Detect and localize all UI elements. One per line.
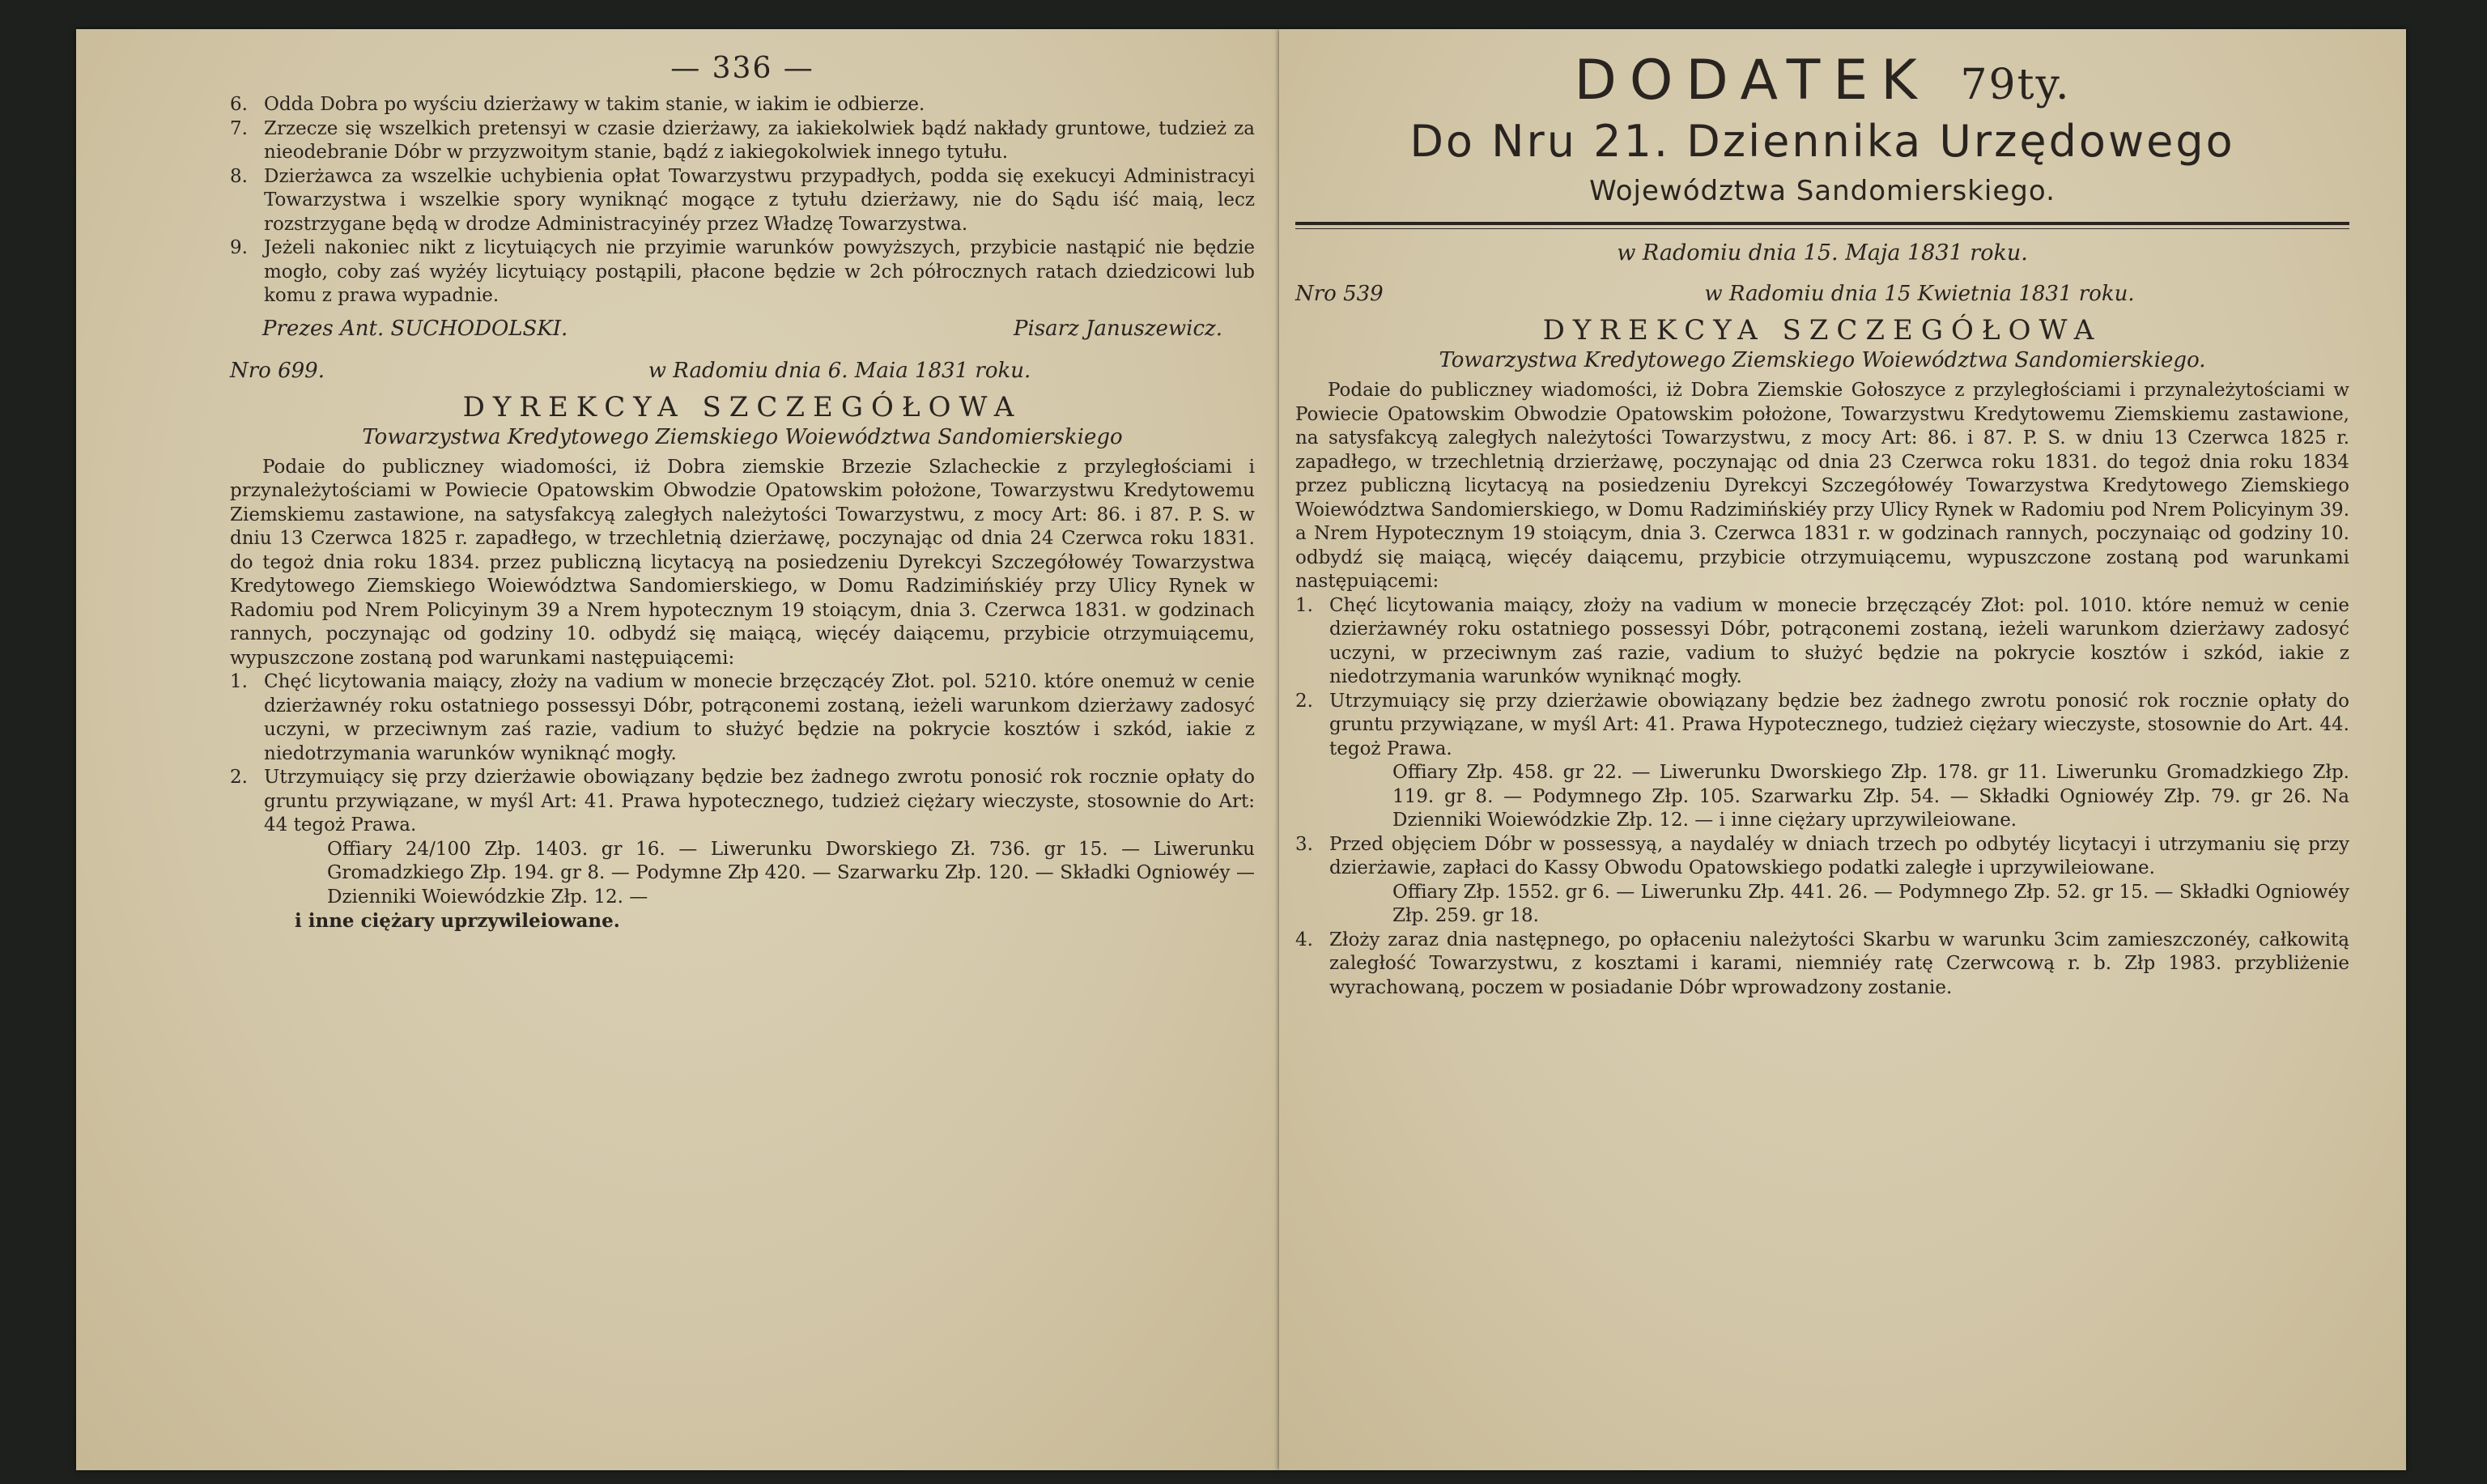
item-number: 2.	[230, 767, 248, 788]
notice-body: Podaie do publiczney wiadomości, iż Dobra Ziemskie Gołoszyce z przyległościami i przynależytościami w Powiecie Opatowskim Obwodzie Opatowskim położone, Towarzystwu Kredytowemu Ziemskiemu zastawione, na satysfakcyą zaległych należytości Towarzystwu, z mocy Art: 86. i 87. P. S. w dniu 13 Czerwca 1825 r. zapadłego, w trzechletnią drzierżawę, poczynając od dnia 23 Czerwca roku 1831. do tegoż dnia roku 1834 przez publiczną licytacyą na posiedzeniu Dyrekcyi Szczegółowéy Towarzystwa Kredytowego Ziemskiego Woiewództwa Sandomierskiego, w Domu Radzimińskiéy przy Ulicy Rynek w Radomiu pod Nrem Policyinym 39. a Nrem Hypotecznym 19 stoiącym, dnia 3. Czerwca 1831 r. w godzinach rannych, poczynaiąc od godziny 10. odbydź się maiącą, więcéy daiącemu, przybicie otrzymuiącemu, wypuszczone zostaną pod warunkami następuiącemi:	[1295, 380, 2349, 592]
item-text: Odda Dobra po wyściu dzierżawy w takim stanie, w iakim ie odbierze.	[264, 94, 925, 115]
society-heading: Towarzystwa Kredytowego Ziemskiego Woiewództwa Sandomierskiego	[362, 424, 1123, 449]
item-number: 1.	[230, 671, 248, 692]
notice-header	[230, 359, 1255, 383]
list-item	[230, 117, 1255, 165]
item-text: Utrzymuiący się przy dzierżawie obowiązany będzie bez żadnego zwrotu ponosić rok rocznie opłaty do gruntu przywiązane, w myśl Art: 41. Prawa hypotecznego, tudzież ciężary wieczyste, stosownie do Art: 44 tegoż Prawa.	[264, 767, 1255, 836]
notice-header	[1295, 282, 2349, 306]
directorate-heading: DYREKCYA SZCZEGÓŁOWA	[1542, 314, 2102, 347]
signature-president: Prezes Ant. SUCHODOLSKI.	[262, 316, 568, 341]
signature-secretary: Pisarz Januszewicz.	[1014, 316, 1222, 341]
notice-date: w Radomiu dnia 6. Maia 1831 roku.	[648, 358, 1031, 383]
left-items-top	[230, 93, 1255, 308]
item-number: 7.	[230, 117, 248, 139]
item-number: 4.	[1295, 929, 1313, 950]
item-text: Chęć licytowania maiący, złoży na vadium w monecie brzęczącéy Złot. pol. 5210. które onemuż w cenie dzierżawnéy roku ostatniego possessyi Dóbr, potrąconemi zostaną, ieżeli warunkom dzierżawy zadosyć uczyni, w przeciwnym zaś razie, vadium to służyć będzie na pokrycie kosztów i szkód, iakie z niedotrzymania warunków wyniknąć mogły.	[264, 671, 1255, 764]
society-heading: Towarzystwa Kredytowego Ziemskiego Woiewództwa Sandomierskiego.	[1439, 348, 2206, 372]
item-number: 8.	[230, 165, 248, 187]
left-column	[230, 52, 1255, 933]
list-item	[230, 93, 1255, 117]
page-number: — 336 —	[670, 52, 814, 85]
notice-number: Nro 699.	[230, 358, 325, 383]
list-item	[230, 766, 1255, 838]
item-number: 6.	[230, 94, 248, 115]
list-item	[230, 670, 1255, 766]
item-number: 1.	[1295, 594, 1313, 616]
notice-number: Nro 539	[1295, 282, 1384, 306]
list-item	[230, 165, 1255, 237]
charges-list: Offiary 24/100 Złp. 1403. gr 16. — Liwerunku Dworskiego Zł. 736. gr 15. — Liwerunku Gromadzkiego Złp. 194. gr 8. — Podymne Złp 420. — Szarwarku Złp. 120. — Składki Ogniowéy — Dzienniki Woiewódzkie Złp. 12. —	[327, 838, 1255, 908]
list-item	[1295, 833, 2349, 881]
charges-list: Offiary Złp. 458. gr 22. — Liwerunku Dworskiego Złp. 178. gr 11. Liwerunku Gromadzkiego Złp. 119. gr 8. — Podymnego Złp. 105. Szarwarku Złp. 54. — Składki Ogniowéy Złp. 79. gr 26. Na Dzienniki Woiewódzkie Złp. 12. — i inne ciężary uprzywileiowane.	[1392, 762, 2349, 831]
list-item	[1295, 594, 2349, 690]
masthead-voivodeship: Województwa Sandomierskiego.	[1589, 175, 2055, 207]
masthead-title	[1295, 49, 2349, 113]
item-number: 2.	[1295, 690, 1313, 712]
right-page	[1279, 29, 2406, 1470]
rule-thick	[1295, 222, 2349, 225]
item-text: Jeżeli nakoniec nikt z licytuiących nie przyimie warunków powyższych, przybicie nastąpić nie będzie mogło, coby zaś wyżéy licytuiący postąpili, płacone będzie w 2ch półrocznych ratach dziedzicowi lub komu z prawa wypadnie.	[264, 237, 1255, 306]
item-text: Utrzymuiący się przy dzierżawie obowiązany będzie bez żadnego zwrotu ponosić rok rocznie opłaty do gruntu przywiązane, w myśl Art: 41. Prawa Hypotecznego, tudzież ciężary wieczyste, stosownie do Art. 44. tegoż Prawa.	[1329, 690, 2349, 759]
item-text: Chęć licytowania maiący, złoży na vadium w monecie brzęczącéy Złot: pol. 1010. które nemuż w cenie dzierżawnéy roku ostatniego possessyi Dóbr, potrąconemi zostaną, ieżeli warunkom dzierżawy zadosyć uczyni, w przeciwnym zaś razie, vadium to służyć będzie na pokrycie kosztów i szkód, iakie z niedotrzymania warunków wyniknąć mogły.	[1329, 594, 2349, 687]
masthead-title-number: 79ty.	[1960, 61, 2071, 109]
item-text: Zrzecze się wszelkich pretensyi w czasie dzierżawy, za iakiekolwiek bądź nakłady gruntowe, tudzież za nieodebranie Dóbr w przyzwoitym stanie, bądź z iakiegokolwiek innego tytułu.	[264, 117, 1255, 163]
issue-date: w Radomiu dnia 15. Maja 1831 roku.	[1617, 240, 2028, 266]
item-number: 9.	[230, 237, 248, 258]
closing-line: i inne ciężary uprzywileiowane.	[295, 910, 620, 932]
list-item	[1295, 690, 2349, 762]
item-text: Dzierżawca za wszelkie uchybienia opłat Towarzystwu przypadłych, podda się exekucyi Administracyi Towarzystwa i wszelkie spory wyniknąć mogące z tytułu dzierżawy, nie do Sądu iść maią, lecz rozstrzygane będą w drodze Administracyinéy przez Władzę Towarzystwa.	[264, 165, 1255, 235]
list-item	[1295, 929, 2349, 1001]
signatures	[230, 317, 1255, 341]
masthead-title-word: DODATEK	[1574, 49, 1930, 113]
notice-date: w Radomiu dnia 15 Kwietnia 1831 roku.	[1704, 282, 2135, 306]
notice-body: Podaie do publiczney wiadomości, iż Dobra ziemskie Brzezie Szlacheckie z przyległościami i przynależytościami w Powiecie Opatowskim Obwodzie Opatowskim położone, Towarzystwu Kredytowemu Ziemskiemu zastawione, na satysfakcyą zaległych należytości Towarzystwu, z mocy Art: 86. i 87. P. S. w dniu 13 Czerwca 1825 r. zapadłego, w trzechletnią dzierżawę, poczynając od dnia 24 Czerwca roku 1831. do tegoż dnia roku 1834. przez publiczną licytacyą na posiedzeniu Dyrekcyi Szczegółowéy Towarzystwa Kredytowego Ziemskiego Woiewództwa Sandomierskiego, w Domu Radzimińskiéy przy Ulicy Rynek w Radomiu pod Nrem Policyinym 39 a Nrem hypotecznym 19 stoiącym, dnia 3. Czerwca 1831. w godzinach rannych, poczynając od godziny 10. odbydź się maiącą, więcéy daiącemu, przybicie otrzymuiącemu, wypuszczone zostaną pod warunkami następuiącemi:	[230, 456, 1255, 669]
directorate-heading: DYREKCYA SZCZEGÓŁOWA	[462, 390, 1022, 423]
item-number: 3.	[1295, 833, 1313, 855]
list-item	[230, 236, 1255, 308]
item-text: Przed objęciem Dóbr w possessyą, a naydaléy w dniach trzech po odbytéy licytacyi i utrzymaniu się przy dzierżawie, zapłaci do Kassy Obwodu Opatowskiego podatki zaległe i uprzywileiowane.	[1329, 833, 2349, 878]
masthead-subtitle: Do Nru 21. Dziennika Urzędowego	[1409, 116, 2235, 167]
charges-list: Offiary Złp. 1552. gr 6. — Liwerunku Złp. 441. 26. — Podymnego Złp. 52. gr 15. — Składki Ogniowéy Złp. 259. gr 18.	[1392, 881, 2349, 926]
left-page	[76, 29, 1279, 1470]
rule-thin	[1295, 228, 2349, 229]
right-column	[1295, 49, 2349, 1000]
item-text: Złoży zaraz dnia następnego, po opłaceniu należytości Skarbu w warunku 3cim zamieszczonéy, całkowitą zaległość Towarzystwu, z kosztami i karami, niemniéy ratę Czerwcową r. b. Złp 1983. przybliżenie wyrachowaną, poczem w posiadanie Dóbr wprowadzony zostanie.	[1329, 929, 2349, 998]
